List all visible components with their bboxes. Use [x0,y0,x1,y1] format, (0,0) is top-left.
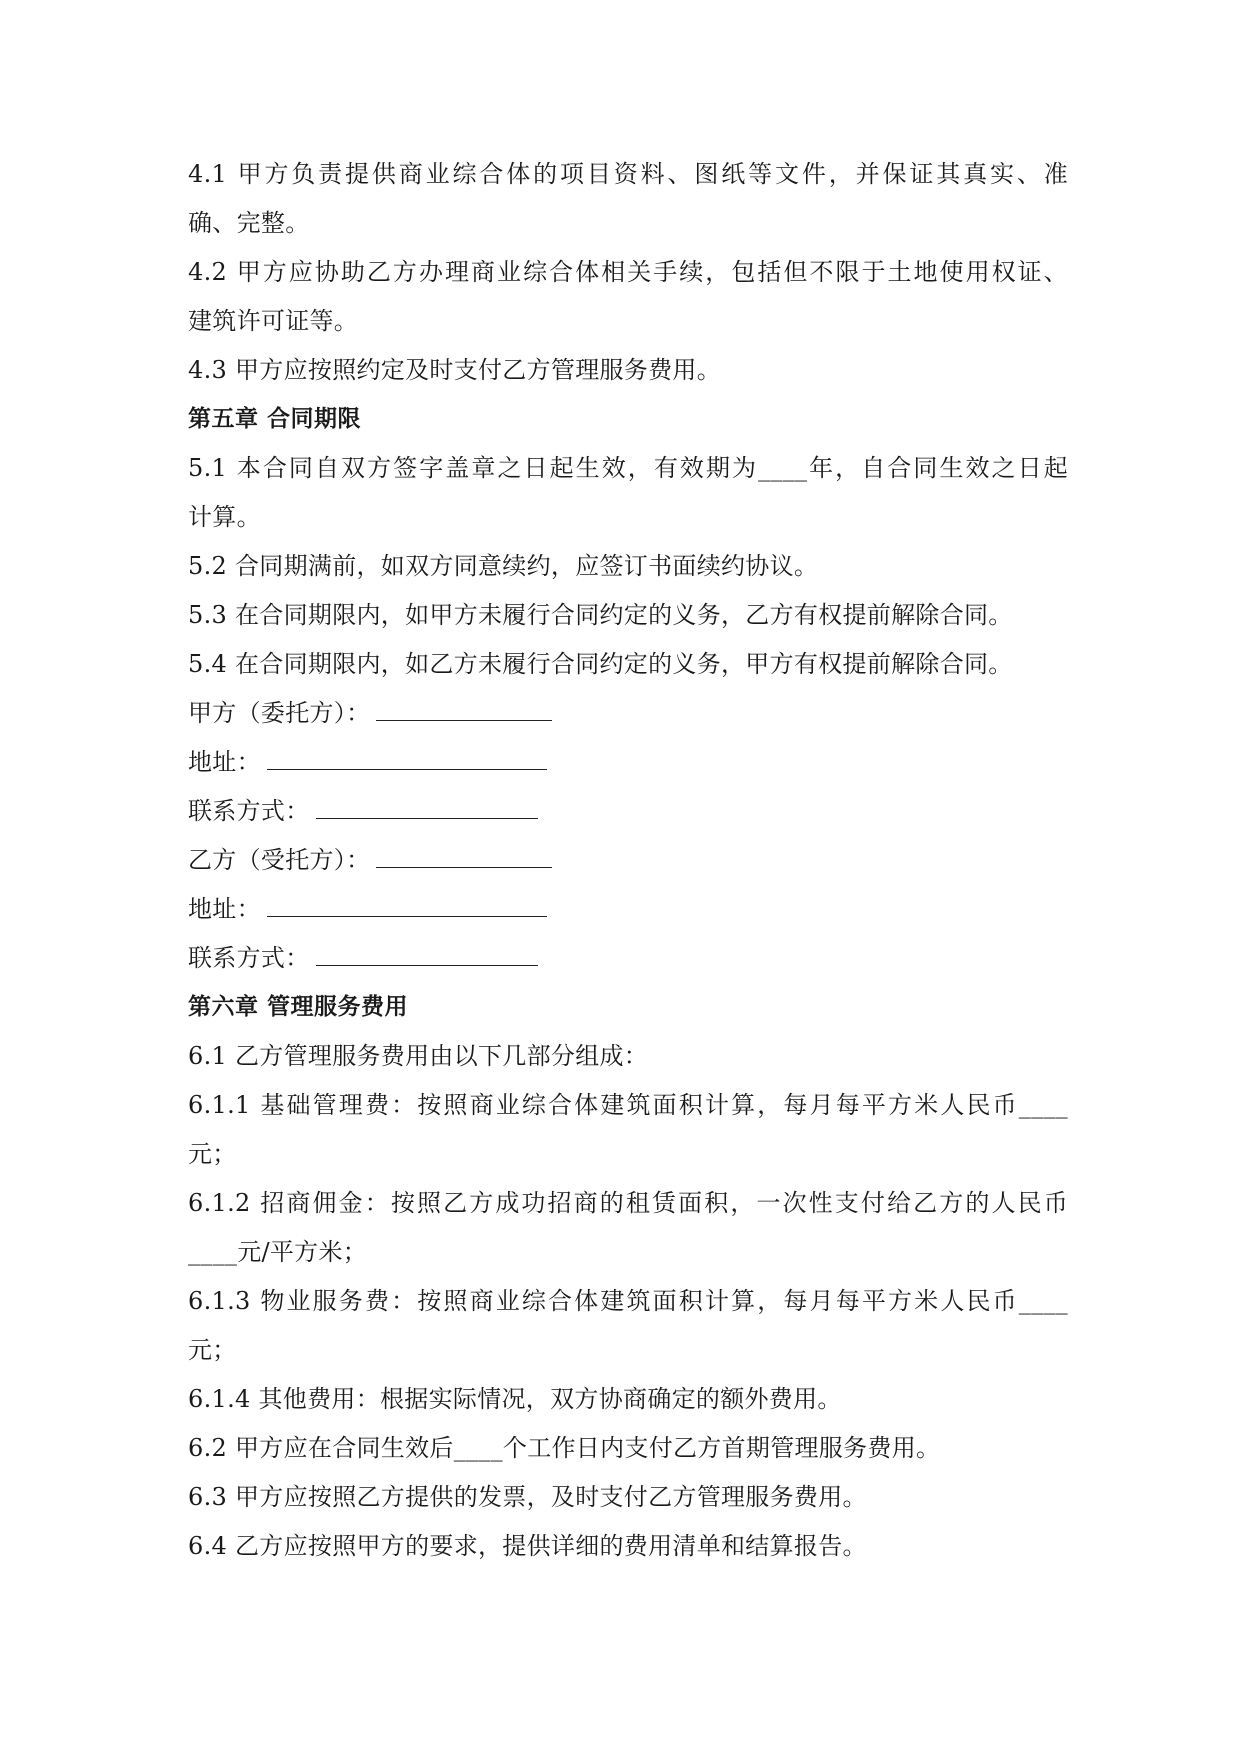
signature-field-label: 地址： [188,748,261,776]
clause-line: 6.3 甲方应按照乙方提供的发票，及时支付乙方管理服务费用。 [188,1483,867,1511]
signature-blank-line [376,841,552,868]
clause-line: 4.1 甲方负责提供商业综合体的项目资料、图纸等文件，并保证其真实、准 [188,160,1068,188]
clause-line: 6.1 乙方管理服务费用由以下几部分组成： [188,1042,649,1070]
clause-line: 6.1.1 基础管理费：按照商业综合体建筑面积计算，每月每平方米人民币____ [188,1091,1068,1119]
clause-line: 建筑许可证等。 [188,307,359,335]
signature-field-label: 联系方式： [188,797,310,825]
signature-field [188,787,1068,836]
clause-line: 5.1 本合同自双方签字盖章之日起生效，有效期为____年，自合同生效之日起 [188,454,1068,482]
clause-line: 元； [188,1140,237,1168]
signature-blank-line [316,939,538,966]
clause-line: 6.4 乙方应按照甲方的要求，提供详细的费用清单和结算报告。 [188,1532,867,1560]
clause-line: 5.3 在合同期限内，如甲方未履行合同约定的义务，乙方有权提前解除合同。 [188,601,1013,629]
signature-field [188,689,1068,738]
signature-field [188,934,1068,983]
clause-line: 6.1.2 招商佣金：按照乙方成功招商的租赁面积，一次性支付给乙方的人民币 [188,1189,1068,1217]
contract-page [188,150,1068,1571]
signature-field [188,885,1068,934]
clause-line: 5.4 在合同期限内，如乙方未履行合同约定的义务，甲方有权提前解除合同。 [188,650,1013,678]
clause-line: 6.1.4 其他费用：根据实际情况，双方协商确定的额外费用。 [188,1385,842,1413]
chapter-heading: 第六章 管理服务费用 [188,994,409,1020]
clause-line: 元； [188,1336,237,1364]
clause-line: 4.3 甲方应按照约定及时支付乙方管理服务费用。 [188,356,721,384]
signature-field-label: 联系方式： [188,944,310,972]
clause-line: 4.2 甲方应协助乙方办理商业综合体相关手续，包括但不限于土地使用权证、 [188,258,1068,286]
clause-line: 计算。 [188,503,261,531]
signature-field-label: 乙方（受托方）： [188,846,371,874]
signature-blank-line [267,743,547,770]
clause-line: 5.2 合同期满前，如双方同意续约，应签订书面续约协议。 [188,552,819,580]
clause-line: 6.2 甲方应在合同生效后____个工作日内支付乙方首期管理服务费用。 [188,1434,941,1462]
signature-blank-line [376,694,552,721]
clause-line: 6.1.3 物业服务费：按照商业综合体建筑面积计算，每月每平方米人民币____ [188,1287,1068,1315]
chapter-heading: 第五章 合同期限 [188,406,362,432]
signature-field [188,836,1068,885]
clause-line: 确、完整。 [188,209,310,237]
signature-field [188,738,1068,787]
signature-blank-line [316,792,538,819]
signature-blank-line [267,890,547,917]
signature-field-label: 地址： [188,895,261,923]
signature-field-label: 甲方（委托方）： [188,699,371,727]
clause-line: ____元/平方米； [188,1238,368,1266]
